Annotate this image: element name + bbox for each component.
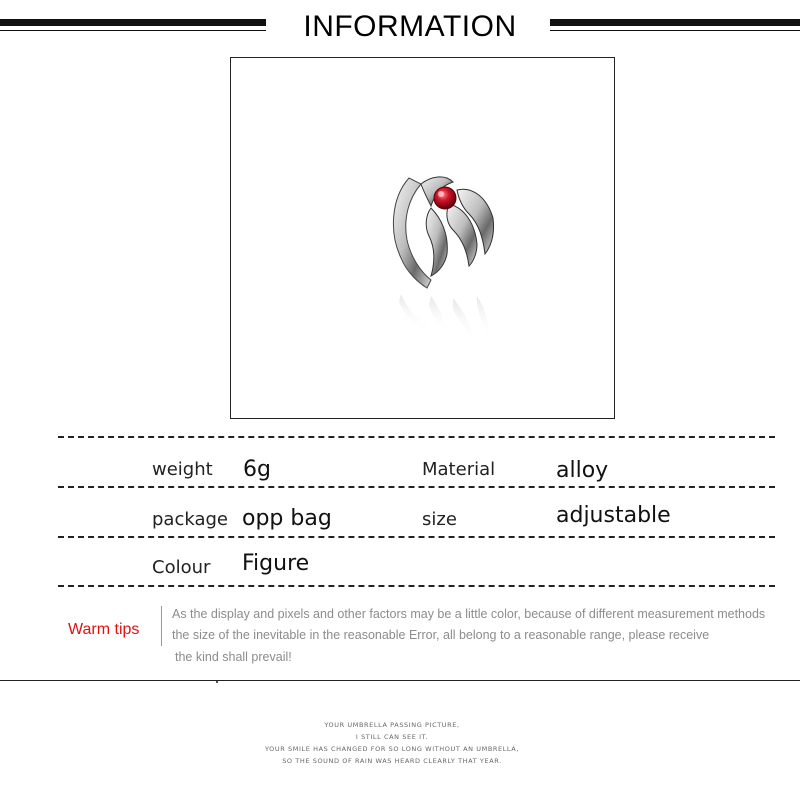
spec-divider [58, 486, 775, 488]
warm-tips-line: As the display and pixels and other factors may be a little color, because of different measurement methods [172, 607, 766, 621]
spec-value-material: alloy [556, 458, 609, 483]
spec-divider [58, 585, 775, 587]
spec-label-package: package [152, 509, 228, 530]
footer-poem-line: YOUR SMILE HAS CHANGED FOR SO LONG WITHOUT AN UMBRELLA, [264, 745, 520, 753]
page-title: INFORMATION [303, 10, 517, 43]
warm-tips-line: the kind shall prevail! [175, 650, 292, 664]
warm-tips-separator [161, 606, 162, 646]
ring-image [231, 58, 614, 418]
header-bar-right [550, 19, 800, 26]
footer-poem-line: YOUR UMBRELLA PASSING PICTURE, [324, 721, 460, 729]
footer-poem-line: SO THE SOUND OF RAIN WAS HEARD CLEARLY THAT YEAR. [282, 757, 502, 765]
header-bar-left [0, 19, 266, 26]
ring-claw-4 [426, 208, 447, 276]
spec-value-weight: 6g [243, 457, 271, 482]
header-line-left [0, 30, 266, 31]
header-line-right [550, 30, 800, 31]
spec-label-colour: Colour [152, 557, 211, 578]
spec-value-colour: Figure [242, 551, 310, 576]
spec-value-size: adjustable [556, 503, 671, 528]
spec-label-material: Material [422, 459, 496, 480]
spec-divider [58, 436, 775, 438]
ring-gem [434, 187, 456, 209]
warm-tips-line: the size of the inevitable in the reasonable Error, all belong to a reasonable range, please receive [172, 628, 710, 642]
spec-divider [58, 536, 775, 538]
spec-label-size: size [422, 509, 457, 530]
divider-mark [216, 681, 218, 683]
footer-poem-line: I STILL CAN SEE IT. [355, 733, 429, 741]
warm-tips-title: Warm tips [68, 621, 140, 638]
section-divider [0, 680, 800, 681]
spec-value-package: opp bag [242, 506, 332, 531]
spec-label-weight: weight [152, 459, 213, 480]
product-image-frame [230, 57, 615, 419]
ring-reflection [399, 294, 489, 342]
